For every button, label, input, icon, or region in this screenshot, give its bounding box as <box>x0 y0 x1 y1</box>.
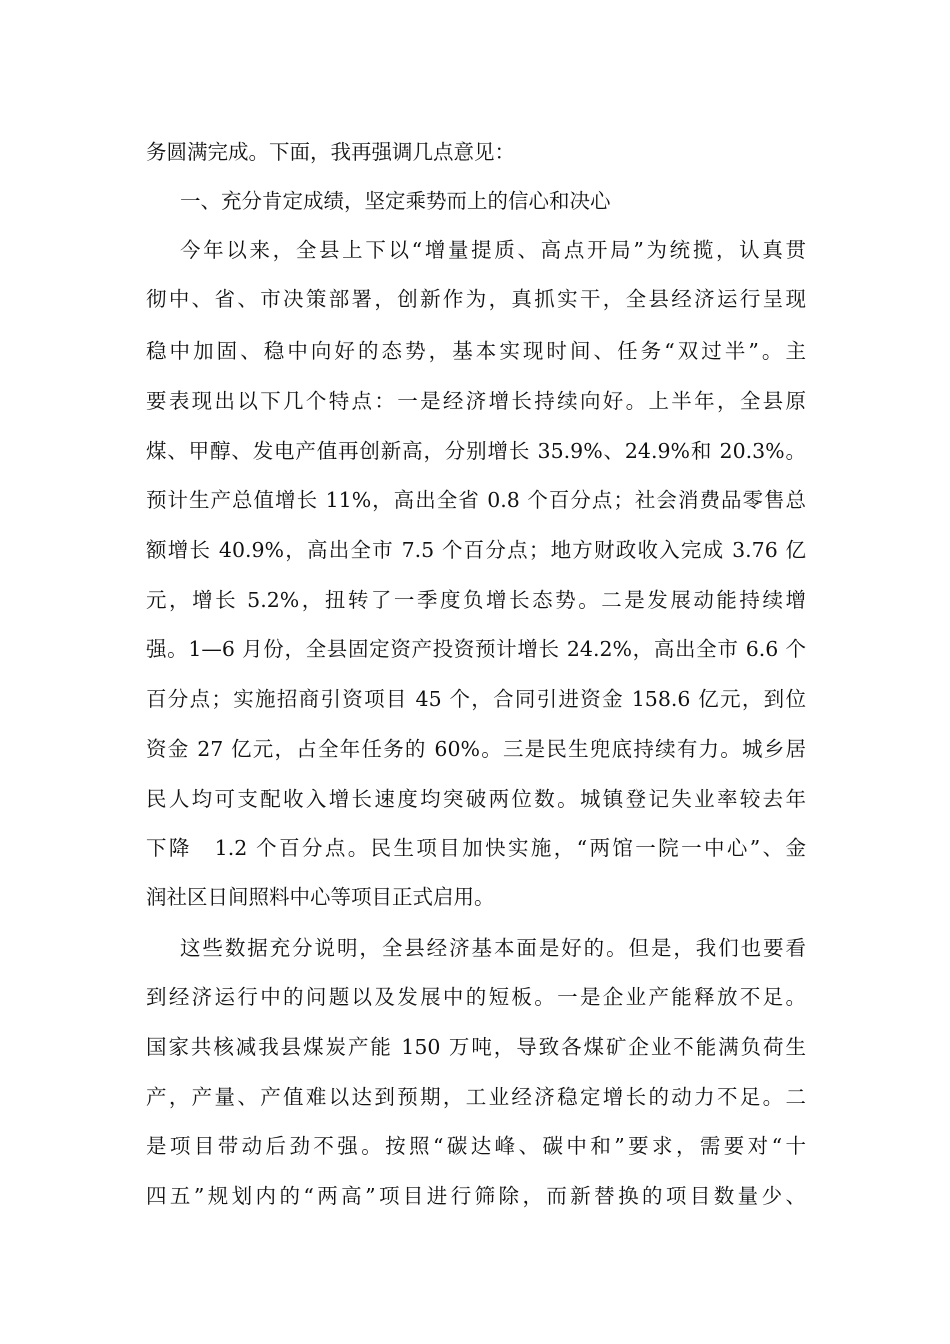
text-line: 强。1—6 月份，全县固定资产投资预计增长 24.2%，高出全市 6.6 个 <box>146 637 806 661</box>
text-line: 国家共核减我县煤炭产能 150 万吨，导致各煤矿企业不能满负荷生 <box>146 1035 806 1059</box>
text-line: 彻中、省、市决策部署，创新作为，真抓实干，全县经济运行呈现 <box>146 287 806 311</box>
text-line: 元，增长 5.2%，扭转了一季度负增长态势。二是发展动能持续增 <box>146 588 806 612</box>
text-line: 是项目带动后劲不强。按照“碳达峰、碳中和”要求，需要对“十 <box>146 1134 806 1158</box>
text-line: 煤、甲醇、发电产值再创新高，分别增长 35.9%、24.9%和 20.3%。 <box>146 439 806 463</box>
text-line: 资金 27 亿元，占全年任务的 60%。三是民生兜底持续有力。城乡居 <box>146 737 806 761</box>
text-line: 民人均可支配收入增长速度均突破两位数。城镇登记失业率较去年 <box>146 787 806 811</box>
text-line: 务圆满完成。下面，我再强调几点意见： <box>146 140 515 164</box>
text-line: 预计生产总值增长 11%，高出全省 0.8 个百分点；社会消费品零售总 <box>146 488 806 512</box>
text-line: 下降 1.2 个百分点。民生项目加快实施，“两馆一院一中心”、金 <box>146 836 806 860</box>
text-line: 要表现出以下几个特点：一是经济增长持续向好。上半年，全县原 <box>146 389 806 413</box>
text-line: 稳中加固、稳中向好的态势，基本实现时间、任务“双过半”。主 <box>146 339 806 363</box>
text-line: 产，产量、产值难以达到预期，工业经济稳定增长的动力不足。二 <box>146 1085 806 1109</box>
text-line: 润社区日间照料中心等项目正式启用。 <box>146 885 495 909</box>
text-line: 今年以来，全县上下以“增量提质、高点开局”为统揽，认真贯 <box>180 238 806 262</box>
text-line: 额增长 40.9%，高出全市 7.5 个百分点；地方财政收入完成 3.76 亿 <box>146 538 806 562</box>
text-line: 到经济运行中的问题以及发展中的短板。一是企业产能释放不足。 <box>146 985 806 1009</box>
text-line: 百分点；实施招商引资项目 45 个，合同引进资金 158.6 亿元，到位 <box>146 687 806 711</box>
text-line: 四五”规划内的“两高”项目进行筛除，而新替换的项目数量少、 <box>146 1184 806 1208</box>
text-line: 这些数据充分说明，全县经济基本面是好的。但是，我们也要看 <box>180 936 806 960</box>
section-heading: 一、充分肯定成绩，坚定乘势而上的信心和决心 <box>180 189 611 213</box>
